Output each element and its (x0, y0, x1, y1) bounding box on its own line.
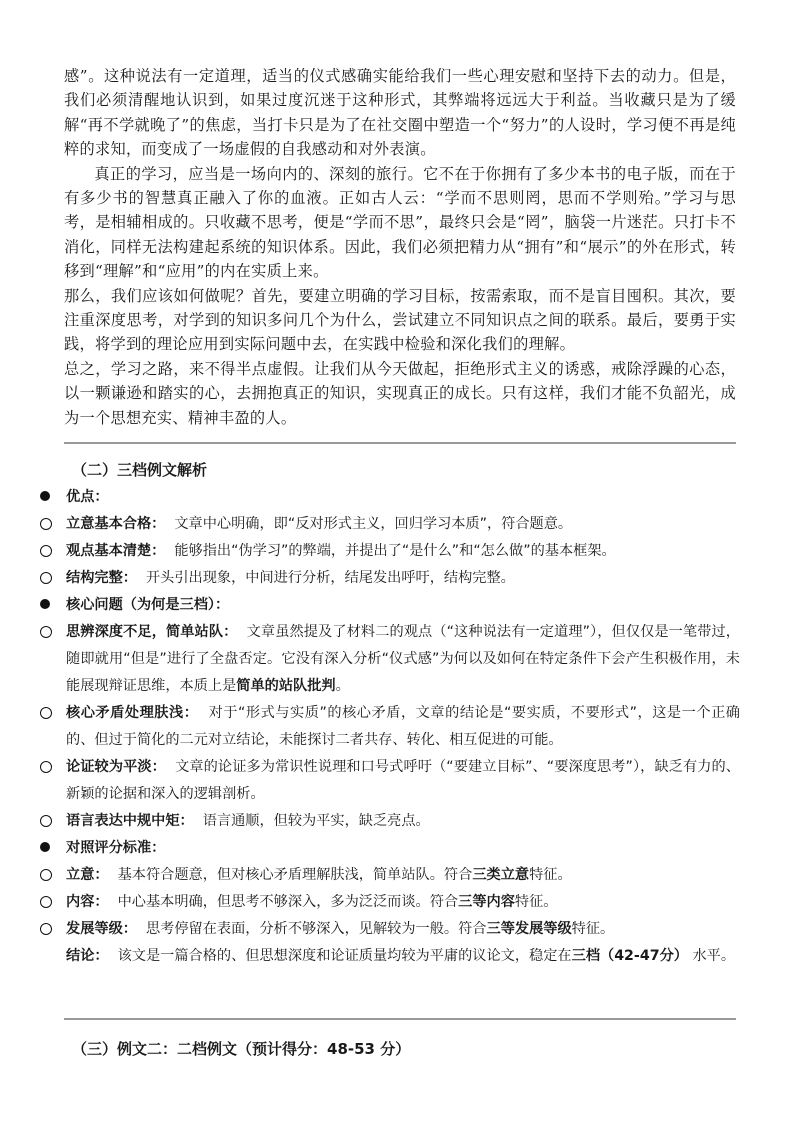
section-heading: （二）三档例文解析 (72, 461, 208, 479)
issue-item: 论证较为平淡： 文章的论证多为常识性说理和口号式呼吁（“要建立目标”、“要深度思考”），缺乏有力的、新颖的论据和深入的逻辑剖析。 (40, 754, 740, 808)
hollow-bullet-icon (40, 761, 52, 773)
conclusion: 结论： 该文是一篇合格的、但思想深度和论证质量均较为平庸的议论文，稳定在三档（42-47分） 水平。 (66, 948, 736, 964)
section-divider (64, 442, 736, 444)
issue-item: 核心矛盾处理肤浅： 对于“形式与实质”的核心矛盾，文章的结论是“要实质，不要形式”，这是一个正确的、但过于简化的二元对立结论，未能探讨二者共存、转化、相互促进的可能。 (40, 700, 740, 754)
essay-paragraph: 真正的学习，应当是一场向内的、深刻的旅行。它不在于你拥有了多少本书的电子版，而在于有多少书的智慧真正融入了你的血液。正如古人云：“学而不思则罔，思而不学则殆。”学习与思考，是相辅相成的。只收藏不思考，便是“学而不思”，最终只会是“罔”，脑袋一片迷茫。只打卡不消化，同样无法构建起系统的知识体系。因此，我们必须把精力从“拥有”和“展示”的外在形式，转移到“理解”和“应用”的内在实质上来。 (64, 164, 736, 281)
criteria-heading: 对照评分标准： (40, 835, 740, 862)
filled-bullet-icon (40, 599, 50, 609)
hollow-bullet-icon (40, 923, 52, 935)
hollow-bullet-icon (40, 572, 52, 584)
merit-item: 立意基本合格： 文章中心明确，即“反对形式主义，回归学习本质”，符合题意。 (40, 511, 740, 538)
criteria-item: 发展等级： 思考停留在表面，分析不够深入，见解较为一般。符合三等发展等级特征。 (40, 916, 740, 943)
hollow-bullet-icon (40, 869, 52, 881)
hollow-bullet-icon (40, 518, 52, 530)
issue-item: 语言表达中规中矩： 语言通顺，但较为平实，缺乏亮点。 (40, 808, 740, 835)
section-heading: （三）例文二：二档例文（预计得分：48-53 分） (72, 1040, 411, 1058)
hollow-bullet-icon (40, 707, 52, 719)
hollow-bullet-icon (40, 815, 52, 827)
filled-bullet-icon (40, 491, 50, 501)
issue-item: 思辨深度不足，简单站队： 文章虽然提及了材料二的观点（“这种说法有一定道理”），但仅仅是一笔带过，随即就用“但是”进行了全盘否定。它没有深入分析“仪式感”为何以及如何在特定条件下会产生积极作用，未能展现辩证思维，本质上是简单的站队批判。 (40, 619, 740, 700)
section-divider (64, 1018, 736, 1020)
hollow-bullet-icon (40, 545, 52, 557)
criteria-item: 立意： 基本符合题意，但对核心矛盾理解肤浅，简单站队。符合三类立意特征。 (40, 862, 740, 889)
merits-heading: 优点： (40, 484, 740, 511)
hollow-bullet-icon (40, 896, 52, 908)
analysis-block (40, 484, 740, 970)
essay-paragraph: 总之，学习之路，来不得半点虚假。让我们从今天做起，拒绝形式主义的诱惑，戒除浮躁的心态，以一颗谦逊和踏实的心，去拥抱真正的知识，实现真正的成长。只有这样，我们才能不负韶光，成为一个思想充实、精神丰盈的人。 (64, 359, 736, 427)
essay-text (64, 64, 736, 430)
hollow-bullet-icon (40, 626, 52, 638)
essay-paragraph: 感”。这种说法有一定道理，适当的仪式感确实能给我们一些心理安慰和坚持下去的动力。但是，我们必须清醒地认识到，如果过度沉迷于这种形式，其弊端将远远大于利益。当收藏只是为了缓解“再不学就晚了”的焦虑，当打卡只是为了在社交圈中塑造一个“努力”的人设时，学习便不再是纯粹的求知，而变成了一场虚假的自我感动和对外表演。 (64, 67, 736, 159)
filled-bullet-icon (40, 842, 50, 852)
issues-heading: 核心问题（为何是三档）： (40, 592, 740, 619)
merit-item: 结构完整： 开头引出现象，中间进行分析，结尾发出呼吁，结构完整。 (40, 565, 740, 592)
merit-item: 观点基本清楚： 能够指出“伪学习”的弊端，并提出了“是什么”和“怎么做”的基本框架。 (40, 538, 740, 565)
criteria-item: 内容： 中心基本明确，但思考不够深入，多为泛泛而谈。符合三等内容特征。 (40, 889, 740, 916)
essay-paragraph: 那么，我们应该如何做呢？首先，要建立明确的学习目标，按需索取，而不是盲目囤积。其次，要注重深度思考，对学到的知识多问几个为什么，尝试建立不同知识点之间的联系。最后，要勇于实践，将学到的理论应用到实际问题中去，在实践中检验和深化我们的理解。 (64, 286, 736, 354)
